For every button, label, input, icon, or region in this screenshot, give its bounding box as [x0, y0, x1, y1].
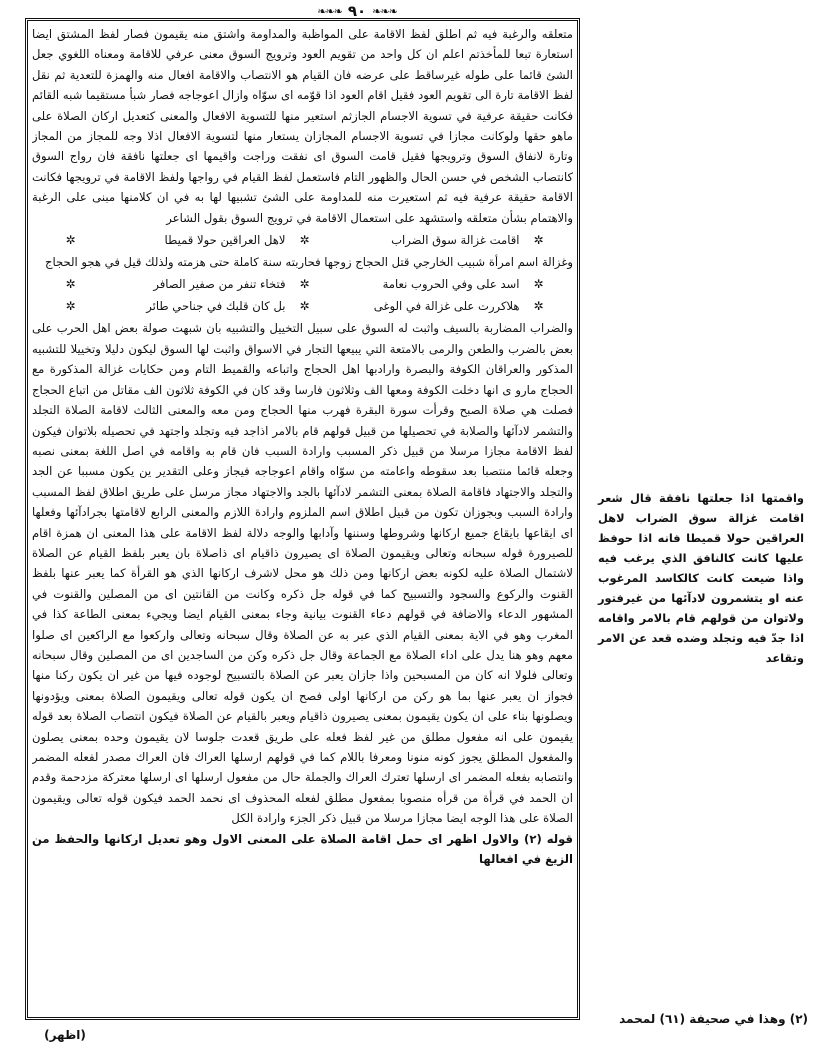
footnote: (٢) وهذا في صحيفة (٦١) لمحمد: [619, 1012, 808, 1026]
poem-verse: [32, 295, 573, 317]
main-text-body: [32, 24, 573, 1014]
margin-note: واقمتها اذا جعلتها نافقة قال شعر اقامت غزالة سوق الضراب لاهل العراقين حولا قميطا فانه اذا حوفظ عليها كانت كالنافق الذي يرغب فيه واذا ضيعت كانت كالكاسد المرغوب عنه او يتشمرون لادآئها من غيرفتور ولاتوان من قولهم قام بالامر واقامه اذا جدّ فيه وتجلد وضده قعد عن الامر وتقاعد: [598, 491, 804, 665]
verse-second-half: بل كان قلبك في جناحي طائر: [146, 299, 286, 314]
verse-star-icon: ✲: [299, 299, 310, 314]
verse-second-half: لاهل العراقين حولا قميطا: [164, 233, 286, 248]
paragraph: متعلقه والرغبة فيه ثم اطلق لفظ الاقامة على المواظبة والمداومة واشتق منه يقيمون فصار لفظ المشتق ايضا استعارة تبعا للمأخذتم اعلم ان كل واحد من تقويم العود وترويج السوق معنى عرفي للاقامة ومعناه اللغوي جعل الشئ قائما على طوله غيرساقط على عرضه فان القيام هو الانتصاب والاقامة افعال منه والهمزة للتعدية ثم نقل لفظ الاقامة تارة الى تقويم العود فقيل اقام العود اذا قوّمه اى سوّاه وازال اعوجاجه فصار شبأ مستقيما شبه القائم فكانت حقيقة عرفية في تسوية الاجسام الجازثم استعير منها للتسوية الافعال والمعنى كتعديل اركان الصلاة على ماهو حقها ولوكانت مجازا في تسوية الاجسام المجازان يستعار منها لتسوية الافعال اذلا وجه للمجاز من المجاز وتارة لانفاق السوق وترويجها فقيل قامت السوق اى نفقت وراجت واقيمها اى جعلتها نافقة فان رواج السوق كانتصاب الشخص في حسن الحال والظهور التام فاستعمل لفظ القيام في رواجها ولفظ الاقامة في ترويجها فكانت الاقامة حقيقة عرفية فيه ثم استعيرت منه للمداومة على الشئ تشبيها لها به في ان كلامنها مبنى على الرغبة والاهتمام بشأن متعلقه واستشهد على استعمال الاقامة في ترويج السوق بقول الشاعر: [32, 27, 573, 225]
verse-star-icon: ✲: [65, 233, 76, 248]
verse-star-icon: ✲: [533, 277, 544, 292]
header-ornament-right: ❧❧❧: [372, 4, 397, 18]
verse-first-half: اقامت غزالة سوق الضراب: [391, 233, 520, 248]
verse-first-half: هلاكررت على غزالة في الوغى: [373, 299, 520, 314]
poem-verse-block: [32, 229, 573, 251]
verse-star-icon: ✲: [65, 277, 76, 292]
verse-star-icon: ✲: [533, 233, 544, 248]
paragraph-last-line: قوله (٢) والاول اظهر اى حمل اقامة الصلاة على المعنى الاول وهو تعديل اركانها والحفظ من الزيغ في افعالها: [32, 831, 573, 867]
poem-verse: [32, 229, 573, 251]
verse-star-icon: ✲: [65, 299, 76, 314]
paragraph: والضراب المضاربة بالسيف واثبت له السوق على سبيل التخييل والتشبيه بان شبهت صولة بعض اهل الحرب على بعض بالضرب والطعن والرمى بالامتعة التي يبيعها التجار في الاسواق واثبت لها السوق ليكون دليلا وتخييلا للتشبيه المذكور والعراقان الكوفة والبصرة وارادبها اهل الحجاج واتباعه والقميط التام ومن حكايات غزالة المذكورة مع الحجاج مارو ى انها دخلت الكوفة ومعها الف وثلاثون فارسا وقد كان في الكوفة ثلاثون الف مقاتل من اتباع الحجاج فصلت هي صلاة الصبح وقرأت سورة البقرة فهرب منها الحجاج ومن معه والمعنى الثالث لاقامة الصلاة التجلد والتشمر لادآئها والصلابة في تحصيلها من قبيل قولهم قام بالامر اذاجد فيه وتجلد واجتهد في تحصيله بلاتوان فيكون لفظ الاقامة مجازا مرسلا من قبيل ذكر المسبب وارادة السبب فان قام به واقامه في اصل اللغة بمعنى نصبه وجعله قائما منتصبا بعد سقوطه واعامته من سوّاه واقام اعوجاجه فيجاز وعلى التقدير ين يكون مسببا عن الجد والتجلد والاجتهاد فاقامة الصلاة بمعنى التشمر لادآئها بالجد والاجتهاد مجاز مرسل على طريق اطلاق لفظ المسبب وارادة السبب وبجوزان تكون من قبيل اطلاق اسم الملزوم وارادة اللازم والمعنى الرابع لاقامتها بجرادآئها وفعلها اى ايقاعها بايقاع جميع اركانها وشروطها وسننها وآدابها والوجه دلالة لفظ الاقامة على هذا المعنى ان همزة اقام للصيرورة قوله سبحانه وتعالى ويقيمون الصلاة اى يصيرون ذاقيام اى ذاصلاة بان يعبر بلفظ القيام عن الصلاة لاشتمال الصلاة عليه لكونه بعض اركانها ومن ذلك هو محل لاشرف اركانها الذي هو القرأة كما يعبر عنها بلفظ القنوت والركوع والسجود والتسبيح كما في قوله جل ذكره وكانت من القانتين اى من المصلين والقنوت في المشهور الدعاء والاضافة في قولهم دعاء القنوت بيانية وجاء بمعنى القيام ايضا ويجيء بمعنى الطاعة كذا في المغرب وهو في الاية بمعنى القيام الذي عبر به عن الصلاة وقال سبحانه وتعالى واركعوا مع الراكعين اى صلوا معهم وهو هنا يدل على اداء الصلاة مع الجماعة وقال جل ذكره وكن من الساجدين اى من المصلين وقال سبحانه وتعالى فلولا انه كان من المسبحين واذا جازان يعبر عن الصلاة بالتسبيح لوجوده فيها من غير ان يكون ركنا منها فجواز ان يعبر عنها بما هو ركن من اركانها اولى فصح ان يكون قوله تعالى ويقيمون الصلاة بمعنى ويؤدونها ويصلونها بناء على ان يكون يقيمون بمعنى يصيرون ذاقيام ويعبر بالقيام عن الصلاة فيكون انتصاب الصلاة بعد قوله يقيمون على انه مفعول مطلق من غير لفظ فعله على طريق قعدت جلوسا لان يقيمون وحده بمعنى يصلون والمفعول المطلق يجوز كونه منونا ومعرفا باللام كما في قولهم ارسلها العراك فان العراك مصدر لفعله المضمر وانتصابه بفعله المضمر اى ارسلها تعترك العراك والجملة حال من مفعول ارسلها اى ارسلها معتركة مزدحمة وقدم ان الحمد في قرأة من قرأه منصوبا بمفعول مطلق لفعله المحذوف اى نحمد الحمد فيكون قوله تعالى ويقيمون الصلاة على هذا الوجه ايضا مجازا مرسلا من قبيل ذكر الجزء وارادة الكل: [32, 321, 573, 826]
verse-second-half: فتخاء تنفر من صفير الصافر: [153, 277, 286, 292]
poem-verse: [32, 273, 573, 295]
verse-first-half: اسد على وفي الحروب نعامة: [382, 277, 520, 292]
catchword: (اظهر): [44, 1028, 86, 1042]
paragraph: وغزالة اسم امرأة شبيب الخارجي قتل الحجاج زوجها فحاربته سنة كاملة حتى هزمته ولذلك قيل في هجو الحجاج: [44, 255, 573, 270]
verse-star-icon: ✲: [299, 233, 310, 248]
page-number: ٩٠: [347, 2, 367, 20]
header-ornament-left: ❧❧❧: [317, 4, 342, 18]
verse-star-icon: ✲: [533, 299, 544, 314]
poem-verse-block: [32, 273, 573, 317]
verse-star-icon: ✲: [299, 277, 310, 292]
